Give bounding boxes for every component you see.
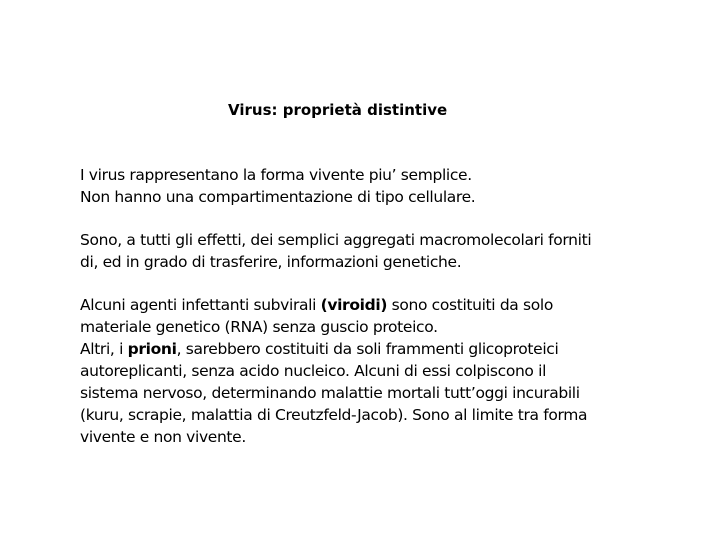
text-line: vivente e non vivente.	[80, 428, 246, 446]
text-line: Non hanno una compartimentazione di tipo cellulare.	[80, 188, 476, 206]
text-line	[80, 296, 553, 314]
text-line: sistema nervoso, determinando malattie mortali tutt’oggi incurabili	[80, 384, 580, 402]
text-segment: , sarebbero costituiti da soli frammenti glicoproteici	[176, 340, 559, 358]
text-line: autoreplicanti, senza acido nucleico. Alcuni di essi colpiscono il	[80, 362, 547, 380]
text-line: di, ed in grado di trasferire, informazioni genetiche.	[80, 253, 462, 271]
text-segment: Alcuni agenti infettanti subvirali	[80, 296, 321, 314]
text-segment: sono costituiti da solo	[387, 296, 553, 314]
text-segment: Altri, i	[80, 340, 128, 358]
slide-title: Virus: proprietà distintive	[228, 101, 448, 119]
text-line	[80, 340, 558, 358]
text-line: Sono, a tutti gli effetti, dei semplici aggregati macromolecolari forniti	[80, 231, 592, 249]
text-line: I virus rappresentano la forma vivente piu’ semplice.	[80, 166, 472, 184]
text-line: (kuru, scrapie, malattia di Creutzfeld-Jacob). Sono al limite tra forma	[80, 406, 588, 424]
viroidi-term: (viroidi)	[320, 296, 388, 314]
text-line: materiale genetico (RNA) senza guscio proteico.	[80, 318, 438, 336]
prioni-term: prioni	[127, 340, 177, 358]
